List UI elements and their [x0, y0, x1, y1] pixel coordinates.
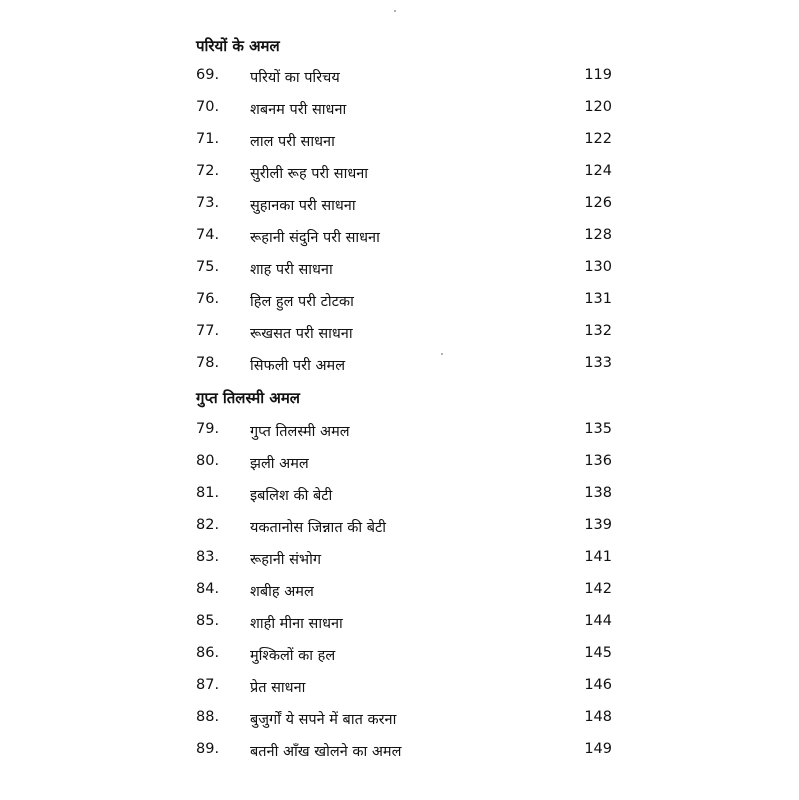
- entry-title: सुहानका परी साधना: [250, 198, 356, 214]
- toc-entry[interactable]: [196, 741, 612, 763]
- entry-page-number: 142: [584, 581, 612, 597]
- entry-title: लाल परी साधना: [250, 134, 335, 150]
- toc-entry[interactable]: [196, 613, 612, 635]
- entry-number: 84.: [196, 581, 220, 597]
- section-heading: गुप्त तिलस्मी अमल: [196, 389, 300, 407]
- toc-entry[interactable]: [196, 421, 612, 443]
- entry-page-number: 126: [584, 195, 612, 211]
- entry-page-number: 128: [584, 227, 612, 243]
- section-heading: परियों के अमल: [196, 37, 280, 55]
- entry-number: 76.: [196, 291, 220, 307]
- entry-title: बुजुर्गों ये सपने में बात करना: [250, 712, 397, 728]
- entry-page-number: 146: [584, 677, 612, 693]
- entry-page-number: 148: [584, 709, 612, 725]
- entry-title: शबीह अमल: [250, 584, 314, 600]
- entry-number: 74.: [196, 227, 220, 243]
- entry-number: 70.: [196, 99, 220, 115]
- entry-title: शबनम परी साधना: [250, 102, 347, 118]
- entry-title: हिल हुल परी टोटका: [250, 294, 354, 310]
- entry-title: झली अमल: [250, 456, 309, 472]
- toc-entry[interactable]: [196, 99, 612, 121]
- entry-number: 81.: [196, 485, 220, 501]
- entry-page-number: 132: [584, 323, 612, 339]
- entry-page-number: 133: [584, 355, 612, 371]
- entry-page-number: 136: [584, 453, 612, 469]
- toc-entry[interactable]: [196, 355, 612, 377]
- toc-entry[interactable]: [196, 163, 612, 185]
- entry-number: 77.: [196, 323, 220, 339]
- entry-page-number: 145: [584, 645, 612, 661]
- entry-title: रूखसत परी साधना: [250, 326, 353, 342]
- entry-title: रूहानी संभोग: [250, 552, 322, 568]
- entry-page-number: 138: [584, 485, 612, 501]
- entry-number: 83.: [196, 549, 220, 565]
- entry-number: 86.: [196, 645, 220, 661]
- toc-entry[interactable]: [196, 131, 612, 153]
- entry-number: 75.: [196, 259, 220, 275]
- entry-number: 87.: [196, 677, 220, 693]
- entry-title: बतनी आँख खोलने का अमल: [250, 744, 402, 760]
- entry-title: सुरीली रूह परी साधना: [250, 166, 369, 182]
- entry-title: रूहानी संदुनि परी साधना: [250, 230, 380, 246]
- entry-number: 82.: [196, 517, 220, 533]
- toc-entry[interactable]: [196, 67, 612, 89]
- entry-page-number: 131: [584, 291, 612, 307]
- scan-speck: [394, 10, 396, 12]
- entry-title: इबलिश की बेटी: [250, 488, 333, 504]
- toc-entry[interactable]: [196, 517, 612, 539]
- entry-title: प्रेत साधना: [250, 680, 306, 696]
- toc-entry[interactable]: [196, 549, 612, 571]
- entry-page-number: 120: [584, 99, 612, 115]
- entry-number: 73.: [196, 195, 220, 211]
- entry-page-number: 124: [584, 163, 612, 179]
- entry-page-number: 141: [584, 549, 612, 565]
- entry-title: शाही मीना साधना: [250, 616, 343, 632]
- entry-page-number: 119: [584, 67, 612, 83]
- entry-title: गुप्त तिलस्मी अमल: [250, 424, 350, 440]
- entry-number: 72.: [196, 163, 220, 179]
- entry-title: मुश्किलों का हल: [250, 648, 336, 664]
- entry-number: 71.: [196, 131, 220, 147]
- entry-number: 78.: [196, 355, 220, 371]
- toc-entry[interactable]: [196, 195, 612, 217]
- entry-number: 89.: [196, 741, 220, 757]
- toc-entry[interactable]: [196, 291, 612, 313]
- entry-number: 69.: [196, 67, 220, 83]
- entry-title: सिफली परी अमल: [250, 358, 346, 374]
- toc-entry[interactable]: [196, 259, 612, 281]
- toc-entry[interactable]: [196, 677, 612, 699]
- toc-entry[interactable]: [196, 227, 612, 249]
- entry-title: शाह परी साधना: [250, 262, 333, 278]
- toc-entry[interactable]: [196, 645, 612, 667]
- toc-entry[interactable]: [196, 709, 612, 731]
- entry-number: 88.: [196, 709, 220, 725]
- entry-page-number: 122: [584, 131, 612, 147]
- entry-page-number: 149: [584, 741, 612, 757]
- toc-entry[interactable]: [196, 485, 612, 507]
- entry-page-number: 144: [584, 613, 612, 629]
- entry-page-number: 130: [584, 259, 612, 275]
- toc-entry[interactable]: [196, 323, 612, 345]
- entry-number: 80.: [196, 453, 220, 469]
- entry-page-number: 135: [584, 421, 612, 437]
- toc-entry[interactable]: [196, 453, 612, 475]
- toc-entry[interactable]: [196, 581, 612, 603]
- entry-page-number: 139: [584, 517, 612, 533]
- entry-number: 79.: [196, 421, 220, 437]
- entry-title: परियों का परिचय: [250, 70, 340, 86]
- entry-number: 85.: [196, 613, 220, 629]
- entry-title: यकतानोस जिन्नात की बेटी: [250, 520, 387, 536]
